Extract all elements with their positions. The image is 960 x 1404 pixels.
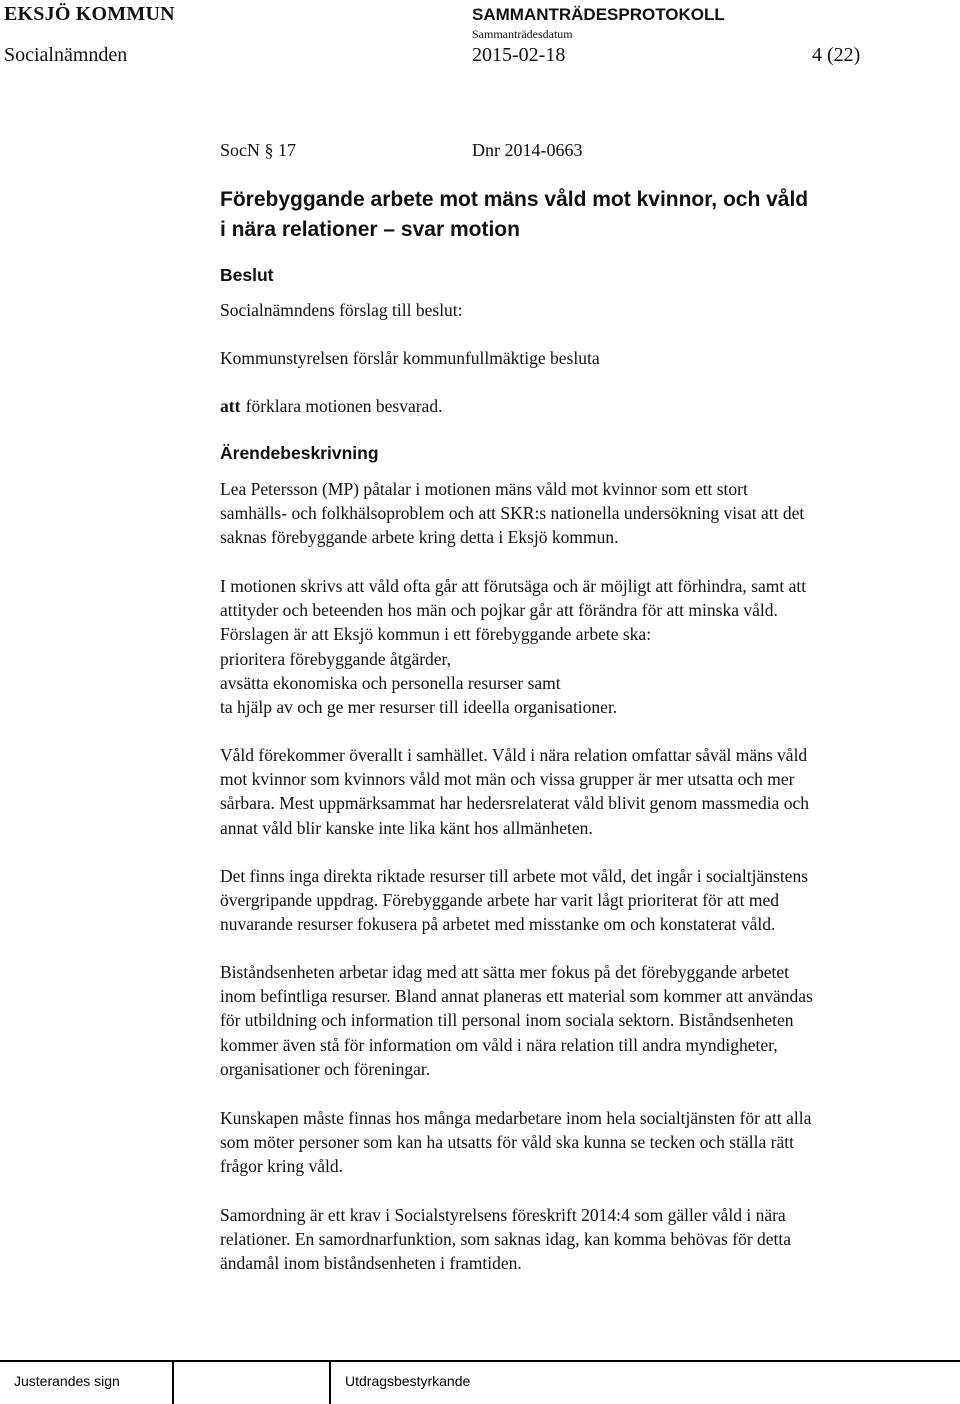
paragraph-line: samhälls- och folkhälsoproblem och att SKR:s nationella undersökning visat att det — [220, 503, 805, 524]
paragraph-line: relationer. En samordnarfunktion, som saknas idag, kan komma behövas för detta — [220, 1229, 792, 1250]
footer-divider — [329, 1361, 331, 1404]
extract-certification-label: Utdragsbestyrkande — [345, 1373, 471, 1389]
paragraph — [220, 477, 804, 550]
diary-number: Dnr 2014-0663 — [472, 140, 583, 160]
paragraph-line: annat våld blir kanske inte lika känt hos allmänheten. — [220, 817, 593, 838]
paragraph-line: nuvarande resurser fokusera på arbetet med misstanke om och konstaterat våld. — [220, 914, 776, 935]
paragraph — [220, 1203, 791, 1276]
paragraph-line: Det finns inga direkta riktade resurser till arbete mot våld, det ingår i socialtjänstens — [220, 866, 809, 886]
meeting-date: 2015-02-18 — [472, 44, 566, 66]
paragraph-line: inom befintliga resurser. Bland annat planeras ett material som kommer att användas — [220, 986, 813, 1007]
paragraph-line: Lea Petersson (MP) påtalar i motionen mäns våld mot kvinnor som ett stort — [220, 479, 748, 499]
document-type: SAMMANTRÄDESPROTOKOLL — [472, 5, 725, 24]
paragraph — [220, 960, 813, 1081]
paragraph-line: I motionen skrivs att våld ofta går att förutsäga och är möjligt att förhindra, samt att — [220, 576, 807, 596]
meeting-date-label: Sammanträdesdatum — [472, 27, 573, 41]
footer-rule — [0, 1360, 960, 1362]
paragraph-line: mot kvinnor som kvinnors våld mot män och vissa grupper är mer utsatta och mer — [220, 769, 795, 790]
paragraph-line: attityder och beteenden hos män och pojkar går att förändra för att minska våld. — [220, 600, 778, 621]
paragraph-line: övergripande uppdrag. Förebyggande arbete har varit lågt prioriterat för att med — [220, 890, 779, 911]
committee-name: Socialnämnden — [4, 44, 128, 66]
paragraph-line: kommer även stå för information om våld i nära relation till andra myndigheter, — [220, 1034, 778, 1055]
paragraph-line: Förslagen är att Eksjö kommun i ett förebyggande arbete ska: — [220, 624, 652, 645]
paragraph-line: Samordning är ett krav i Socialstyrelsens föreskrift 2014:4 som gäller våld i nära — [220, 1205, 786, 1225]
description-heading: Ärendebeskrivning — [220, 443, 379, 463]
signature-label: Justerandes sign — [14, 1373, 120, 1389]
footer-divider — [172, 1361, 174, 1404]
paragraph-line: som möter personer som kan ha utsatts för våld ska kunna se tecken och ställa rätt — [220, 1132, 794, 1153]
paragraph-line: prioritera förebyggande åtgärder, — [220, 648, 452, 669]
paragraph-line: sårbara. Mest uppmärksammat har hedersrelaterat våld blivit genom massmedia och — [220, 793, 809, 814]
decision-proposal: Socialnämndens förslag till beslut: — [220, 300, 463, 320]
paragraph-line: Kunskapen måste finnas hos många medarbetare inom hela socialtjänsten för att alla — [220, 1108, 812, 1128]
paragraph — [220, 864, 808, 937]
decision-heading: Beslut — [220, 265, 274, 285]
paragraph — [220, 1106, 811, 1179]
case-title-line: Förebyggande arbete mot mäns våld mot kvinnor, och våld — [220, 188, 809, 211]
att-keyword: att — [220, 396, 241, 416]
paragraph-line: Biståndsenheten arbetar idag med att sätta mer fokus på det förebyggande arbetet — [220, 962, 790, 982]
paragraph-line: Våld förekommer överallt i samhället. Våld i nära relation omfattar såväl mäns våld — [220, 745, 808, 765]
decision-intro: Kommunstyrelsen förslår kommunfullmäktige besluta — [220, 348, 600, 368]
case-title-line: i nära relationer – svar motion — [220, 218, 520, 241]
paragraph-line: för utbildning och information till personal inom sociala sektorn. Biståndsenheten — [220, 1010, 794, 1031]
decision-statement — [220, 394, 442, 418]
page-number: 4 (22) — [812, 44, 861, 66]
paragraph-line: avsätta ekonomiska och personella resurser samt — [220, 672, 561, 693]
paragraph-line: frågor kring våld. — [220, 1156, 343, 1177]
municipality-name: EKSJÖ KOMMUN — [4, 3, 175, 25]
paragraph — [220, 574, 806, 719]
case-title — [220, 185, 808, 245]
paragraph-line: ändamål inom biståndsenheten i framtiden. — [220, 1253, 522, 1274]
paragraph — [220, 743, 809, 840]
paragraph-line: saknas förebyggande arbete kring detta i Eksjö kommun. — [220, 527, 619, 548]
paragraph-line: organisationer och föreningar. — [220, 1058, 431, 1079]
decision-text: förklara motionen besvarad. — [245, 396, 443, 416]
section-number: SocN § 17 — [220, 140, 296, 160]
paragraph-line: ta hjälp av och ge mer resurser till ideella organisationer. — [220, 697, 618, 718]
